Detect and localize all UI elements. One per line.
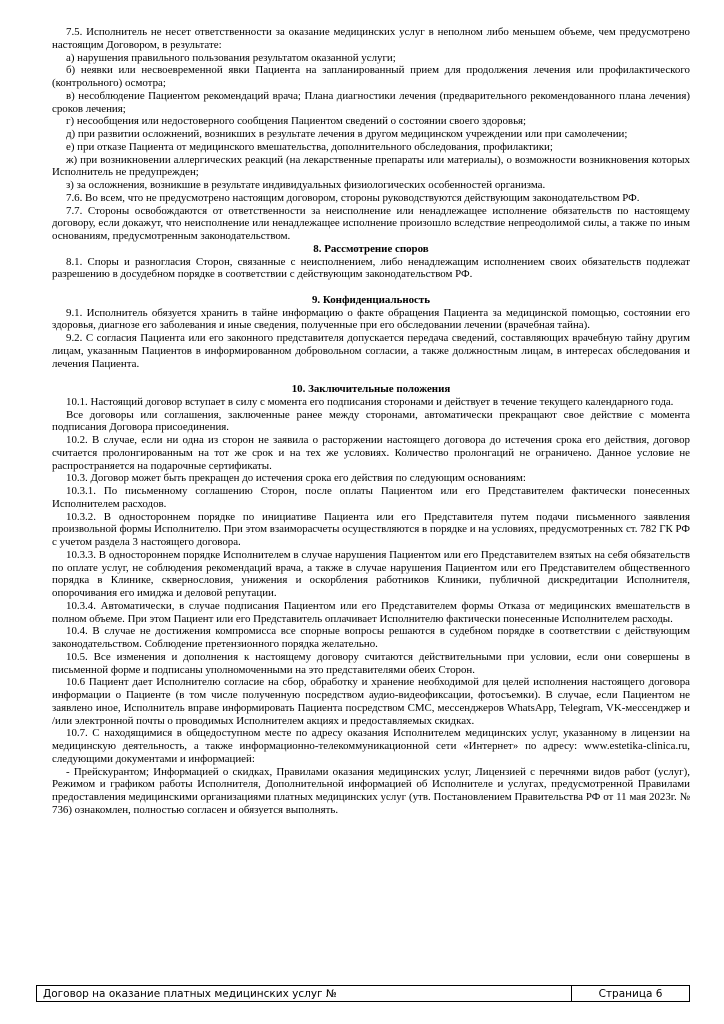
- paragraph: 10.5. Все изменения и дополнения к настоящему договору считаются действительными при условии, если они совершены в письменной форме и подписаны уполномоченными на это представителями обеих Сторон.: [52, 650, 690, 676]
- paragraph: 7.6. Во всем, что не предусмотрено настоящим договором, стороны руководствуются действующим законодательством РФ.: [66, 191, 640, 204]
- paragraph: 10.3.2. В одностороннем порядке по инициативе Пациента или его Представителя путем подачи письменного заявления произвольной формы Исполнителю. При этом взаиморасчеты осуществляются в порядке и на условиях, предусмотренных ст. 782 ГК РФ с учетом раздела 3 настоящего договора.: [52, 510, 690, 548]
- paragraph: 10.3. Договор может быть прекращен до истечения срока его действия по следующим основаниям:: [66, 472, 526, 485]
- paragraph: з) за осложнения, возникшие в результате индивидуальных физиологических особенностей организма.: [66, 179, 546, 191]
- paragraph: Все договоры или соглашения, заключенные ранее между сторонами, автоматически прекращают свое действие с момента подписания Договора присоединения.: [52, 408, 690, 434]
- paragraph: 10.3.4. Автоматически, в случае подписания Пациентом или его Представителем формы Отказа от медицинских вмешательств в полном объеме. При этом Пациент или его Представитель оплачивает Исполнителю фактически понесенные Исполнителем расходы.: [52, 599, 690, 625]
- paragraph: 10.6 Пациент дает Исполнителю согласие на сбор, обработку и хранение необходимой для целей исполнения настоящего договора информации о Пациенте (в том числе полученную посредством аудио-видеофиксации, фотосъемки). В случае, если Пациентом не заявлено иное, Исполнитель вправе информировать Пациента посредством СМС, мессенджеров WhatsApp, Telegram, VK-мессенджер и /или электронной почты о проводимых Исполнителем акциях и предоставляемых скидках.: [52, 676, 690, 727]
- blank-line: [52, 281, 690, 294]
- section-heading: 9. Конфиденциальность: [311, 293, 430, 306]
- paragraph: 10.2. В случае, если ни одна из сторон не заявила о расторжении настоящего договора до истечения срока его действия, договор считается пролонгированным на тот же срок и на тех же условиях. Количество пролонгаций не ограничено. Данное условие не распространяется на подарочные сертификаты.: [52, 434, 690, 472]
- paragraph: 10.1. Настоящий договор вступает в силу с момента его подписания сторонами и действует в течение текущего календарного года.: [66, 395, 674, 408]
- section-heading: 8. Рассмотрение споров: [313, 242, 429, 255]
- paragraph: - Прейскурантом; Информацией о скидках, Правилами оказания медицинских услуг, Лицензией с перечнями видов работ (услуг), Режимом и графиком работы Исполнителя, Дополнительной информацией об Исполнителе и услугах, предусмотренной Правилами предоставления медицинскими организациями платных медицинских услуг (утв. Постановлением Правительства РФ от 11 мая 2023г. № 736) ознакомлен, полностью согласен и обязуется выполнять.: [52, 765, 690, 816]
- paragraph: 10.4. В случае не достижения компромисса все спорные вопросы решаются в судебном порядке в соответствии с действующим законодательством. Соблюдение претензионного порядка желательно.: [52, 625, 690, 650]
- paragraph: 7.7. Стороны освобождаются от ответственности за неисполнение или ненадлежащее исполнение обязательств по настоящему договору, если докажут, что неисполнение или ненадлежащее исполнение произошло вследствие непреодолимой силы, а также по иным основаниям, предусмотренным законодательством.: [52, 204, 690, 242]
- paragraph: в) несоблюдение Пациентом рекомендаций врача; Плана диагностики лечения (предварительного рекомендованного плана лечения) сроков лечения;: [52, 89, 690, 115]
- paragraph: б) неявки или несвоевременной явки Пациента на запланированный прием для продолжения лечения или профилактического (контрольного) осмотра;: [52, 64, 690, 89]
- footer-contract-title: Договор на оказание платных медицинских услуг №: [43, 987, 337, 1000]
- paragraph: 7.5. Исполнитель не несет ответственности за оказание медицинских услуг в неполном либо меньшем объеме, чем предусмотрено настоящим Договором, в результате:: [52, 26, 690, 51]
- paragraph: 10.7. С находящимися в общедоступном месте по адресу оказания Исполнителем медицинских услуг, указанному в лицензии на медицинскую деятельность, а также информационно-телекоммуникационной сети «Интернет» по адресу: www.estetika-clinica.ru, следующими документами и информацией:: [52, 727, 690, 765]
- blank-line: [52, 370, 690, 383]
- paragraph: 9.2. С согласия Пациента или его законного представителя допускается передача сведений, составляющих врачебную тайну другим лицам, указанным Пациентов в информированном добровольном согласии, а также должностным лицам, в интересах обследования и лечения Пациента.: [52, 332, 690, 370]
- paragraph: д) при развитии осложнений, возникших в результате лечения в другом медицинском учреждении или при самолечении;: [66, 128, 628, 140]
- document-body: [52, 26, 690, 978]
- paragraph: 10.3.3. В одностороннем порядке Исполнителем в случае нарушения Пациентом или его Представителем взятых на себя обязательств по оплате услуг, не соблюдения рекомендаций врача, а также в случае нарушения Пациентом или его Представителем общественного порядка в Клинике, сквернословия, унижения и оскорбления работников Клиники, публичной дискредитации Исполнителя, опорочивания его имиджа и деловой репутации.: [52, 548, 690, 599]
- page-footer: [36, 985, 690, 1002]
- paragraph: 8.1. Споры и разногласия Сторон, связанные с неисполнением, либо ненадлежащим исполнением своих обязательств подлежат разрешению в досудебном порядке в соответствии с действующим законодательством РФ.: [52, 255, 690, 281]
- paragraph: е) при отказе Пациента от медицинского вмешательства, дополнительного обследования, профилактики;: [66, 140, 553, 153]
- section-heading: 10. Заключительные положения: [291, 383, 451, 395]
- paragraph: ж) при возникновении аллергических реакций (на лекарственные препараты или материалы), о возможности возникновения которых Исполнитель не предупрежден;: [52, 153, 690, 179]
- paragraph: а) нарушения правильного пользования результатом оказанной услуги;: [66, 51, 396, 64]
- paragraph: 10.3.1. По письменному соглашению Сторон, после оплаты Пациентом или его Представителем фактически понесенных Исполнителем расходов.: [52, 485, 690, 510]
- paragraph: г) несообщения или недостоверного сообщения Пациентом сведений о состоянии своего здоровья;: [66, 115, 527, 128]
- footer-page-number: Страница 6: [571, 986, 689, 1001]
- paragraph: 9.1. Исполнитель обязуется хранить в тайне информацию о факте обращения Пациента за медицинской помощью, состоянии его здоровья, диагнозе его заболевания и иные сведения, полученные при его обследовании лечении (врачебная тайна).: [52, 306, 690, 332]
